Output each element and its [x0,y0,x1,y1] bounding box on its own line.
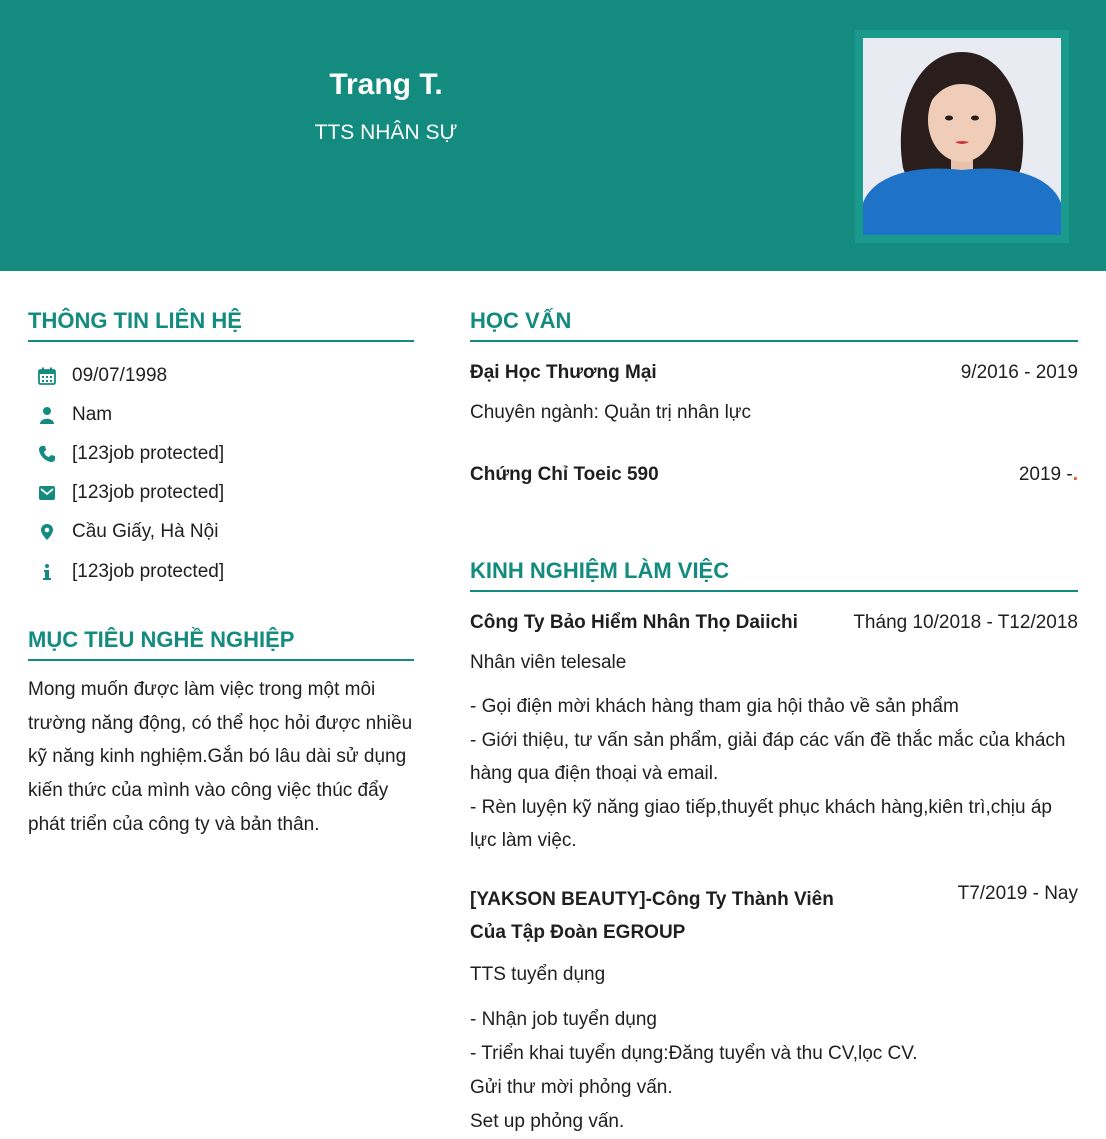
contact-info: [123job protected] [72,560,225,582]
portrait-image [863,38,1061,235]
experience-section-title: KINH NGHIỆM LÀM VIỆC [470,558,1078,592]
experience-entry [470,612,1078,634]
experience-line: Gửi thư mời phỏng vấn. [470,1076,673,1098]
contact-gender: Nam [72,403,113,425]
profile-photo [855,30,1069,243]
education-date: 2019 -. [1018,464,1078,485]
contact-phone: [123job protected] [72,442,225,464]
experience-description [470,690,1078,858]
education-date: 9/2016 - 2019 [960,362,1078,383]
email-icon [37,483,57,503]
education-detail: Chuyên ngành: Quản trị nhân lực [470,402,752,423]
experience-company: Công Ty Bảo Hiểm Nhân Thọ Daiichi [470,612,798,633]
user-icon [37,405,57,425]
experience-line: - Gọi điện mời khách hàng tham gia hội thảo về sản phẩm [470,696,959,717]
experience-company: [YAKSON BEAUTY]-Công Ty Thành Viên Của Tập Đoàn EGROUP [470,888,834,943]
education-school: Đại Học Thương Mại [470,362,657,383]
education-entry [470,362,1078,384]
calendar-icon [37,366,57,386]
left-column [28,308,414,841]
objective-section [28,627,414,841]
experience-description [470,1003,1078,1139]
experience-date: T7/2019 - Nay [957,882,1078,904]
objective-section-title: MỤC TIÊU NGHỀ NGHIỆP [28,627,414,661]
candidate-name: Trang T. [329,68,443,101]
experience-entry [470,883,1078,949]
contact-item-birthday [28,356,414,395]
contact-item-phone [28,434,414,473]
experience-line: - Giới thiệu, tư vấn sản phẩm, giải đáp các vấn đề thắc mắc của khách hàng qua điện thoại và email. [470,729,1066,785]
experience-line: - Nhận job tuyển dụng [470,1008,657,1030]
candidate-role: TTS NHÂN SỰ [314,121,458,144]
date-suffix: . [1072,464,1078,485]
experience-line: Set up phỏng vấn. [470,1110,625,1132]
contact-list [28,356,414,591]
education-certificate: Chứng Chỉ Toeic 590 [470,464,659,485]
experience-date: Tháng 10/2018 - T12/2018 [853,612,1078,633]
contact-item-email [28,474,414,513]
objective-text: Mong muốn được làm việc trong một môi trường năng động, có thể học hỏi được nhiều kỹ năng kinh nghiệm.Gắn bó lâu dài sử dụng kiến thức của mình vào công việc thúc đẩy phát triển của công ty và bản thân. [28,679,413,835]
experience-position: Nhân viên telesale [470,652,627,673]
contact-item-info [28,552,414,591]
contact-address: Cầu Giấy, Hà Nội [72,521,219,543]
education-section-title: HỌC VẤN [470,308,1078,342]
info-icon [37,562,57,582]
experience-line: - Rèn luyện kỹ năng giao tiếp,thuyết phục khách hàng,kiên trì,chịu áp lực làm việc. [470,796,1052,852]
location-icon [37,522,57,542]
contact-item-address [28,513,414,552]
phone-icon [37,444,57,464]
experience-position: TTS tuyển dụng [470,963,606,985]
right-column [470,308,1078,1139]
header-banner [0,0,1106,271]
contact-section-title: THÔNG TIN LIÊN HỆ [28,308,414,342]
experience-section [470,558,1078,1139]
experience-line: - Triển khai tuyển dụng:Đăng tuyển và thu CV,lọc CV. [470,1042,918,1064]
contact-birthday: 09/07/1998 [72,364,168,386]
contact-item-gender [28,395,414,434]
education-entry [470,464,1078,486]
contact-email: [123job protected] [72,482,225,504]
